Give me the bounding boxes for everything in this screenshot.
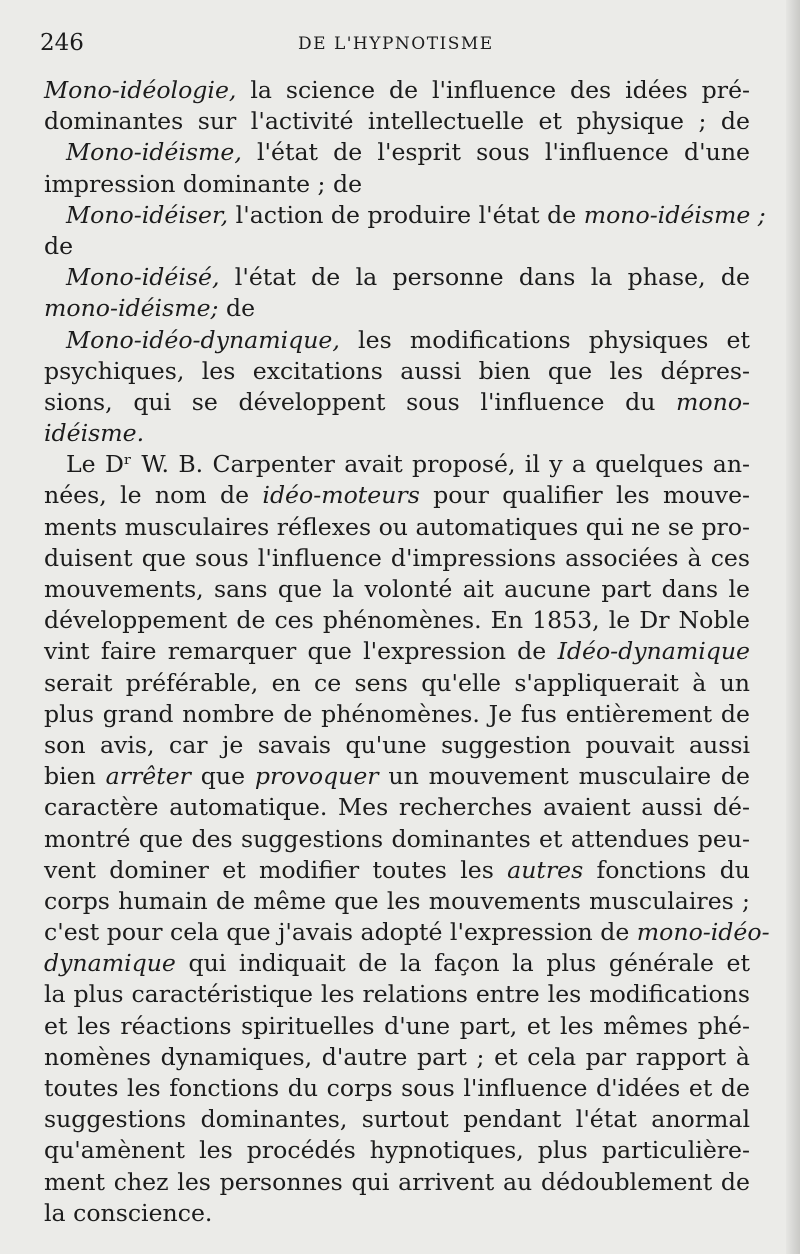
- page-header: [40, 30, 740, 60]
- text-segment: vent dominer et modifier toutes les: [44, 855, 508, 884]
- text-segment: qu'amènent les procédés hypnotiques, plus particulière-: [44, 1136, 750, 1165]
- italic-text: Mono-idéisé,: [66, 263, 220, 292]
- italic-text: mono-idéo-: [636, 918, 770, 947]
- text-line: [44, 325, 750, 356]
- text-line: [44, 917, 770, 948]
- text-segment: Le Dʳ W. B. Carpenter avait proposé, il y a quelques an-: [66, 450, 750, 479]
- text-line: [44, 979, 750, 1010]
- text-line: [44, 1135, 750, 1166]
- text-line: [44, 636, 750, 667]
- text-segment: psychiques, les excitations aussi bien que les dépres-: [44, 356, 750, 385]
- text-segment: l'état de la personne dans la phase, de: [219, 263, 750, 292]
- text-line: [44, 824, 750, 855]
- text-line: [44, 169, 750, 200]
- text-line: [44, 1198, 750, 1229]
- text-segment: l'état de l'esprit sous l'influence d'une: [241, 138, 750, 167]
- text-segment: bien: [44, 762, 106, 791]
- italic-text: mono-idéisme;: [44, 294, 219, 323]
- text-line: [44, 792, 750, 823]
- text-segment: qui indiquait de la façon la plus générale et: [175, 949, 750, 978]
- text-segment: caractère automatique. Mes recherches avaient aussi dé-: [44, 793, 750, 822]
- text-line: [44, 262, 750, 293]
- text-segment: de: [218, 294, 256, 323]
- text-segment: son avis, car je savais qu'une suggestion pouvait aussi: [44, 730, 750, 759]
- text-segment: dominantes sur l'activité intellectuelle et physique ; de: [44, 107, 750, 136]
- text-segment: ment chez les personnes qui arrivent au dédoublement de: [44, 1167, 750, 1196]
- text-line: [44, 761, 750, 792]
- text-segment: mouvements, sans que la volonté ait aucune part dans le: [44, 575, 750, 603]
- text-segment: plus grand nombre de phénomènes. Je fus entièrement de: [44, 699, 750, 728]
- text-segment: de: [44, 231, 74, 260]
- text-segment: développement de ces phénomènes. En 1853, le Dr Noble: [44, 606, 750, 635]
- text-segment: toutes les fonctions du corps sous l'influence d'idées et de: [44, 1074, 750, 1102]
- text-segment: c'est pour cela que j'avais adopté l'expression de: [44, 918, 637, 947]
- text-line: [44, 418, 750, 449]
- text-segment: duisent que sous l'influence d'impressions associées à ces: [44, 543, 750, 572]
- text-segment: suggestions dominantes, surtout pendant l'état anormal: [44, 1105, 750, 1134]
- text-line: [44, 886, 750, 917]
- italic-text: idéisme.: [44, 419, 145, 448]
- text-segment: ments musculaires réflexes ou automatiques qui ne se pro-: [44, 512, 750, 541]
- text-line: [44, 1167, 750, 1198]
- text-line: [44, 137, 750, 168]
- text-line: [44, 356, 750, 387]
- text-line: [44, 480, 750, 511]
- italic-text: mono-idéisme ;: [583, 200, 766, 229]
- text-line: [44, 75, 750, 106]
- text-segment: fonctions du: [583, 855, 750, 884]
- italic-text: dynamique: [44, 949, 176, 978]
- text-line: [44, 948, 750, 979]
- italic-text: Mono-idéologie,: [44, 76, 237, 104]
- text-segment: que: [190, 762, 255, 791]
- italic-text: mono-: [676, 387, 750, 416]
- text-line: [44, 699, 750, 730]
- text-line: [44, 1042, 750, 1073]
- text-segment: nomènes dynamiques, d'autre part ; et cela par rapport à: [44, 1042, 750, 1071]
- text-line: [44, 574, 750, 605]
- text-line: [44, 106, 750, 137]
- italic-text: idéo-moteurs: [262, 481, 420, 510]
- text-line: [44, 855, 750, 886]
- text-line: [44, 1104, 750, 1135]
- page-number: 246: [40, 30, 84, 56]
- text-line: [44, 231, 750, 262]
- text-line: [44, 293, 750, 324]
- text-line: [44, 1073, 750, 1104]
- text-line: [44, 200, 766, 231]
- text-line: [44, 512, 750, 543]
- text-segment: la conscience.: [44, 1198, 213, 1227]
- text-line: [44, 543, 750, 574]
- text-segment: vint faire remarquer que l'expression de: [44, 637, 558, 666]
- text-line: [44, 449, 750, 480]
- text-line: [44, 1011, 750, 1042]
- text-segment: la plus caractéristique les relations entre les modifications: [44, 980, 750, 1009]
- text-segment: serait préférable, en ce sens qu'elle s'appliquerait à un: [44, 668, 750, 697]
- page-edge: [786, 0, 800, 1254]
- text-segment: la science de l'influence des idées pré-: [236, 76, 750, 104]
- italic-text: Mono-idéisme,: [66, 138, 242, 167]
- running-head: DE L'HYPNOTISME: [298, 34, 494, 54]
- text-segment: impression dominante ; de: [44, 169, 363, 198]
- text-segment: un mouvement musculaire de: [378, 762, 750, 791]
- text-segment: pour qualifier les mouve-: [419, 481, 751, 510]
- text-line: [44, 605, 750, 636]
- italic-text: provoquer: [254, 762, 379, 791]
- text-segment: montré que des suggestions dominantes et attendues peu-: [44, 824, 750, 853]
- text-segment: l'action de produire l'état de: [228, 200, 584, 229]
- italic-text: Idéo-dynamique: [557, 637, 750, 666]
- text-line: [44, 730, 750, 761]
- body-text: [44, 75, 770, 1229]
- italic-text: autres: [507, 855, 584, 884]
- italic-text: arrêter: [105, 762, 191, 791]
- text-segment: corps humain de même que les mouvements musculaires ;: [44, 886, 750, 915]
- text-segment: sions, qui se développent sous l'influence du: [44, 387, 677, 416]
- text-segment: et les réactions spirituelles d'une part, et les mêmes phé-: [44, 1011, 750, 1040]
- text-segment: les modifications physiques et: [339, 325, 750, 354]
- text-line: [44, 387, 750, 418]
- italic-text: Mono-idéiser,: [66, 200, 229, 229]
- text-segment: nées, le nom de: [44, 481, 263, 510]
- text-line: [44, 668, 750, 699]
- italic-text: Mono-idéo-dynamique,: [66, 325, 340, 354]
